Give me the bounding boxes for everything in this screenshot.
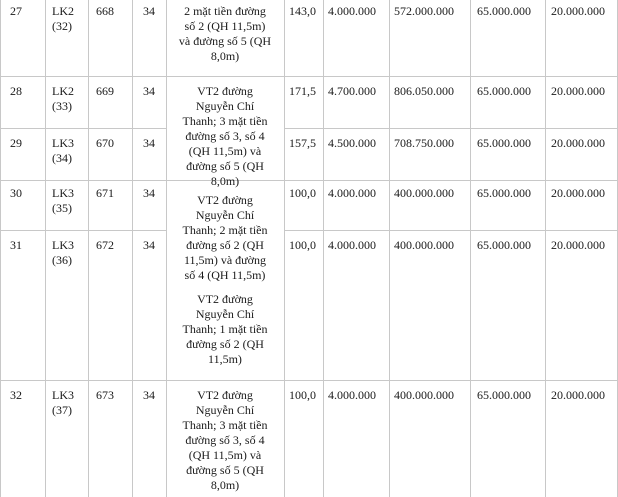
- lot-cell: LK3: [52, 388, 74, 402]
- area-cell: 100,0: [289, 186, 316, 200]
- lot-cell: LK3: [52, 186, 74, 200]
- area-cell: 143,0: [289, 4, 316, 18]
- area-cell: 171,5: [289, 84, 316, 98]
- plot-cell: 670: [96, 136, 114, 150]
- grid-line: [0, 76, 618, 77]
- area-cell: 100,0: [289, 238, 316, 252]
- description-cell: VT2 đường Nguyễn Chí Thanh; 3 mặt tiền đường số 3, số 4 (QH 11,5m) và đường số 5 (QH 8,0m): [182, 84, 268, 188]
- lot-cell: LK2: [52, 4, 74, 18]
- stt-cell: 30: [10, 186, 22, 200]
- grid-line: [545, 0, 546, 497]
- plot-cell: 668: [96, 4, 114, 18]
- sheet-cell: 34: [143, 238, 155, 252]
- grid-line: [0, 0, 1, 497]
- unit-price-cell: 4.000.000: [328, 186, 376, 200]
- stt-cell: 28: [10, 84, 22, 98]
- total-cell: 400.000.000: [394, 388, 454, 402]
- sheet-cell: 34: [143, 136, 155, 150]
- area-cell: 157,5: [289, 136, 316, 150]
- lot-cell: LK3: [52, 136, 74, 150]
- area-cell: 100,0: [289, 388, 316, 402]
- fee1-cell: 65.000.000: [477, 388, 531, 402]
- grid-line: [470, 0, 471, 497]
- fee1-cell: 65.000.000: [477, 4, 531, 18]
- stt-cell: 27: [10, 4, 22, 18]
- lot-cell: LK2: [52, 84, 74, 98]
- unit-price-cell: 4.000.000: [328, 4, 376, 18]
- fee2-cell: 20.000.000: [551, 84, 605, 98]
- lot-cell: LK3: [52, 238, 74, 252]
- total-cell: 708.750.000: [394, 136, 454, 150]
- plot-cell: 673: [96, 388, 114, 402]
- grid-line: [389, 0, 390, 497]
- description-cell: VT2 đường Nguyễn Chí Thanh; 3 mặt tiền đường số 3, số 4 (QH 11,5m) và đường số 5 (QH 8,0m): [182, 388, 268, 492]
- sheet-cell: 34: [143, 4, 155, 18]
- grid-line: [88, 0, 89, 497]
- plot-cell: 669: [96, 84, 114, 98]
- fee1-cell: 65.000.000: [477, 136, 531, 150]
- sheet-cell: 34: [143, 84, 155, 98]
- plot-cell: 671: [96, 186, 114, 200]
- fee2-cell: 20.000.000: [551, 238, 605, 252]
- description-cell: VT2 đường Nguyễn Chí Thanh; 1 mặt tiền đường số 2 (QH 11,5m): [182, 292, 268, 366]
- fee2-cell: 20.000.000: [551, 4, 605, 18]
- sheet-cell: 34: [143, 388, 155, 402]
- lot-cell: (34): [52, 151, 72, 165]
- grid-line: [0, 230, 166, 231]
- stt-cell: 29: [10, 136, 22, 150]
- unit-price-cell: 4.000.000: [328, 238, 376, 252]
- fee2-cell: 20.000.000: [551, 186, 605, 200]
- total-cell: 400.000.000: [394, 238, 454, 252]
- total-cell: 572.000.000: [394, 4, 454, 18]
- stt-cell: 31: [10, 238, 22, 252]
- grid-line: [284, 230, 618, 231]
- unit-price-cell: 4.000.000: [328, 388, 376, 402]
- grid-line: [45, 0, 46, 497]
- sheet-cell: 34: [143, 186, 155, 200]
- unit-price-cell: 4.500.000: [328, 136, 376, 150]
- total-cell: 400.000.000: [394, 186, 454, 200]
- description-cell: 2 mặt tiền đường số 2 (QH 11,5m) và đường số 5 (QH 8,0m): [178, 4, 272, 63]
- grid-line: [0, 380, 618, 381]
- grid-line: [284, 0, 285, 497]
- plot-cell: 672: [96, 238, 114, 252]
- lot-cell: (36): [52, 253, 72, 267]
- grid-line: [0, 128, 166, 129]
- description-cell: VT2 đường Nguyễn Chí Thanh; 2 mặt tiền đường số 2 (QH 11,5m) và đường số 4 (QH 11,5m): [182, 193, 268, 282]
- fee2-cell: 20.000.000: [551, 136, 605, 150]
- fee2-cell: 20.000.000: [551, 388, 605, 402]
- fee1-cell: 65.000.000: [477, 186, 531, 200]
- grid-line: [284, 128, 618, 129]
- fee1-cell: 65.000.000: [477, 84, 531, 98]
- grid-line: [323, 0, 324, 497]
- lot-cell: (35): [52, 201, 72, 215]
- lot-cell: (33): [52, 99, 72, 113]
- grid-line: [0, 180, 618, 181]
- total-cell: 806.050.000: [394, 84, 454, 98]
- lot-cell: (37): [52, 403, 72, 417]
- fee1-cell: 65.000.000: [477, 238, 531, 252]
- lot-cell: (32): [52, 19, 72, 33]
- stt-cell: 32: [10, 388, 22, 402]
- grid-line: [132, 0, 133, 497]
- unit-price-cell: 4.700.000: [328, 84, 376, 98]
